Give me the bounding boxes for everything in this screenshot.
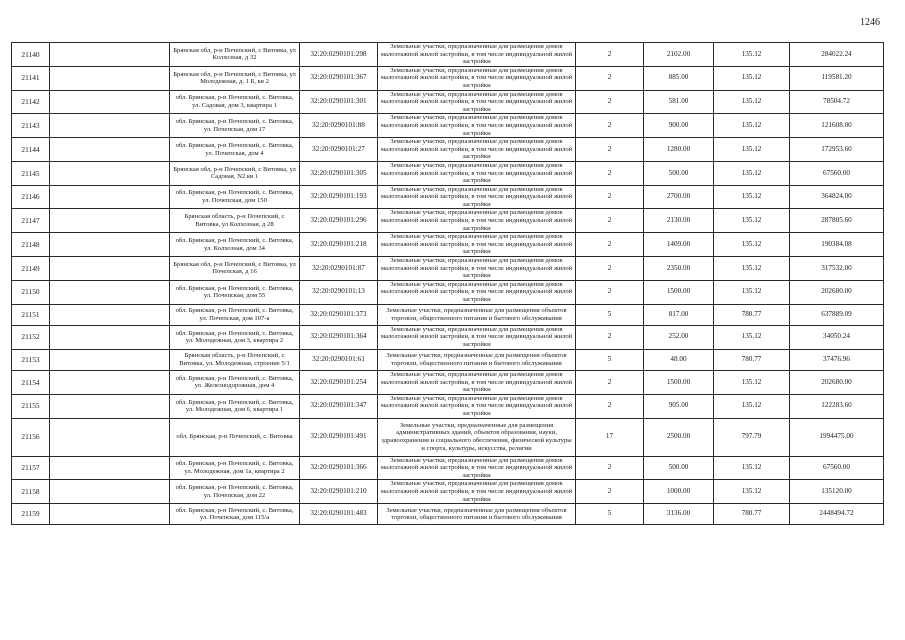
spacer-cell <box>50 185 170 209</box>
use-group-cell: 2 <box>576 90 644 114</box>
table-row <box>12 43 884 67</box>
spacer-cell <box>50 161 170 185</box>
use-group-cell: 2 <box>576 66 644 90</box>
table-row <box>12 480 884 504</box>
spacer-cell <box>50 138 170 162</box>
address-cell: Брянская область, р-н Почепский, с Витовка, ул Колхозная, д 28 <box>170 209 300 233</box>
specific-value-cell: 135.12 <box>714 161 790 185</box>
cadastral-number-cell: 32:20:0290101:218 <box>300 233 378 257</box>
spacer-cell <box>50 325 170 349</box>
area-cell: 817.00 <box>644 304 714 325</box>
row-number-cell: 21140 <box>12 43 50 67</box>
row-number-cell: 21149 <box>12 257 50 281</box>
cadastral-value-cell: 172953.60 <box>790 138 884 162</box>
spacer-cell <box>50 304 170 325</box>
cadastral-value-cell: 287805.60 <box>790 209 884 233</box>
area-cell: 905.00 <box>644 394 714 418</box>
area-cell: 900.00 <box>644 114 714 138</box>
use-group-cell: 2 <box>576 370 644 394</box>
table-row <box>12 209 884 233</box>
row-number-cell: 21144 <box>12 138 50 162</box>
spacer-cell <box>50 480 170 504</box>
specific-value-cell: 135.12 <box>714 43 790 67</box>
use-group-cell: 2 <box>576 394 644 418</box>
cadastral-value-cell: 119581.20 <box>790 66 884 90</box>
spacer-cell <box>50 370 170 394</box>
use-group-cell: 5 <box>576 504 644 525</box>
cadastral-number-cell: 32:20:0290101:27 <box>300 138 378 162</box>
cadastral-value-cell: 317532.00 <box>790 257 884 281</box>
area-cell: 2130.00 <box>644 209 714 233</box>
area-cell: 1280.00 <box>644 138 714 162</box>
use-group-cell: 5 <box>576 349 644 370</box>
specific-value-cell: 135.12 <box>714 114 790 138</box>
specific-value-cell: 135.12 <box>714 233 790 257</box>
permitted-use-cell: Земельные участки, предназначенные для размещения домов малоэтажной жилой застройки, в том числе индивидуальной жилой застройки <box>378 480 576 504</box>
spacer-cell <box>50 209 170 233</box>
area-cell: 500.00 <box>644 456 714 480</box>
table-row <box>12 185 884 209</box>
table-row <box>12 418 884 456</box>
cadastral-value-cell: 121608.00 <box>790 114 884 138</box>
permitted-use-cell: Земельные участки, предназначенные для размещения домов малоэтажной жилой застройки, в том числе индивидуальной жилой застройки <box>378 233 576 257</box>
cadastral-number-cell: 32:20:0290101:366 <box>300 456 378 480</box>
address-cell: обл. Брянская, р-н Почепский, с. Витовка, ул. Молодежная, дом 1а, квартира 2 <box>170 456 300 480</box>
land-registry-table <box>11 42 884 525</box>
table-row <box>12 161 884 185</box>
permitted-use-cell: Земельные участки, предназначенные для размещения домов малоэтажной жилой застройки, в том числе индивидуальной жилой застройки <box>378 66 576 90</box>
cadastral-value-cell: 1994475.00 <box>790 418 884 456</box>
permitted-use-cell: Земельные участки, предназначенные для размещения домов малоэтажной жилой застройки, в том числе индивидуальной жилой застройки <box>378 138 576 162</box>
table-row <box>12 280 884 304</box>
use-group-cell: 2 <box>576 209 644 233</box>
permitted-use-cell: Земельные участки, предназначенные для размещения домов малоэтажной жилой застройки, в том числе индивидуальной жилой застройки <box>378 90 576 114</box>
specific-value-cell: 780.77 <box>714 349 790 370</box>
specific-value-cell: 135.12 <box>714 280 790 304</box>
use-group-cell: 2 <box>576 185 644 209</box>
cadastral-value-cell: 284022.24 <box>790 43 884 67</box>
area-cell: 1500.00 <box>644 280 714 304</box>
row-number-cell: 21143 <box>12 114 50 138</box>
table-row <box>12 138 884 162</box>
area-cell: 2700.00 <box>644 185 714 209</box>
row-number-cell: 21141 <box>12 66 50 90</box>
table-row <box>12 304 884 325</box>
row-number-cell: 21150 <box>12 280 50 304</box>
cadastral-value-cell: 78504.72 <box>790 90 884 114</box>
row-number-cell: 21154 <box>12 370 50 394</box>
spacer-cell <box>50 114 170 138</box>
address-cell: обл. Брянская, р-н Почепский, с. Витовка <box>170 418 300 456</box>
spacer-cell <box>50 233 170 257</box>
specific-value-cell: 135.12 <box>714 325 790 349</box>
cadastral-number-cell: 32:20:0290101:483 <box>300 504 378 525</box>
cadastral-number-cell: 32:20:0290101:13 <box>300 280 378 304</box>
area-cell: 1000.00 <box>644 480 714 504</box>
use-group-cell: 2 <box>576 43 644 67</box>
specific-value-cell: 135.12 <box>714 66 790 90</box>
specific-value-cell: 135.12 <box>714 209 790 233</box>
table-row <box>12 325 884 349</box>
permitted-use-cell: Земельные участки, предназначенные для размещения домов малоэтажной жилой застройки, в том числе индивидуальной жилой застройки <box>378 185 576 209</box>
address-cell: обл. Брянская, р-н Почепский, с. Витовка, ул. Почепская, дом 55 <box>170 280 300 304</box>
area-cell: 3136.00 <box>644 504 714 525</box>
permitted-use-cell: Земельные участки, предназначенные для размещения административных зданий, объектов образования, науки, здравоохранения и социального обеспечения, физической культуры и спорта, культуры, искусства, религии <box>378 418 576 456</box>
area-cell: 2500.00 <box>644 418 714 456</box>
permitted-use-cell: Земельные участки, предназначенные для размещения объектов торговли, общественного питания и бытового обслуживания <box>378 304 576 325</box>
specific-value-cell: 135.12 <box>714 456 790 480</box>
area-cell: 885.00 <box>644 66 714 90</box>
address-cell: обл. Брянская, р-н Почепский, с. Витовка, ул. Железнодорожная, дом 4 <box>170 370 300 394</box>
specific-value-cell: 797.79 <box>714 418 790 456</box>
cadastral-number-cell: 32:20:0290101:373 <box>300 304 378 325</box>
spacer-cell <box>50 66 170 90</box>
page-number: 1246 <box>860 17 880 28</box>
cadastral-number-cell: 32:20:0290101:296 <box>300 209 378 233</box>
table-row <box>12 456 884 480</box>
address-cell: обл. Брянская, р-н Почепский, с. Витовка, ул. Почепская, дом 22 <box>170 480 300 504</box>
specific-value-cell: 135.12 <box>714 370 790 394</box>
specific-value-cell: 135.12 <box>714 480 790 504</box>
permitted-use-cell: Земельные участки, предназначенные для размещения домов малоэтажной жилой застройки, в том числе индивидуальной жилой застройки <box>378 257 576 281</box>
spacer-cell <box>50 349 170 370</box>
cadastral-value-cell: 637889.09 <box>790 304 884 325</box>
cadastral-number-cell: 32:20:0290101:347 <box>300 394 378 418</box>
area-cell: 581.00 <box>644 90 714 114</box>
address-cell: Брянская обл, р-н Почепский, с Витовка, ул Почепская, д 16 <box>170 257 300 281</box>
area-cell: 1409.00 <box>644 233 714 257</box>
permitted-use-cell: Земельные участки, предназначенные для размещения домов малоэтажной жилой застройки, в том числе индивидуальной жилой застройки <box>378 325 576 349</box>
cadastral-value-cell: 67560.00 <box>790 161 884 185</box>
row-number-cell: 21148 <box>12 233 50 257</box>
permitted-use-cell: Земельные участки, предназначенные для размещения объектов торговли, общественного питания и бытового обслуживания <box>378 349 576 370</box>
use-group-cell: 2 <box>576 114 644 138</box>
area-cell: 2350.00 <box>644 257 714 281</box>
use-group-cell: 5 <box>576 304 644 325</box>
cadastral-value-cell: 67560.00 <box>790 456 884 480</box>
table-row <box>12 257 884 281</box>
specific-value-cell: 780.77 <box>714 504 790 525</box>
permitted-use-cell: Земельные участки, предназначенные для размещения домов малоэтажной жилой застройки, в том числе индивидуальной жилой застройки <box>378 394 576 418</box>
cadastral-value-cell: 364824.00 <box>790 185 884 209</box>
address-cell: обл. Брянская, р-н Почепский, с. Витовка, ул. Почепская, дом 107-а <box>170 304 300 325</box>
row-number-cell: 21156 <box>12 418 50 456</box>
cadastral-number-cell: 32:20:0290101:88 <box>300 114 378 138</box>
permitted-use-cell: Земельные участки, предназначенные для размещения домов малоэтажной жилой застройки, в том числе индивидуальной жилой застройки <box>378 280 576 304</box>
address-cell: Брянская обл, р-н Почепский, с Витовка, ул Садовая, N2 кв 1 <box>170 161 300 185</box>
area-cell: 252.00 <box>644 325 714 349</box>
table-row <box>12 233 884 257</box>
cadastral-number-cell: 32:20:0290101:305 <box>300 161 378 185</box>
spacer-cell <box>50 418 170 456</box>
specific-value-cell: 780.77 <box>714 304 790 325</box>
row-number-cell: 21153 <box>12 349 50 370</box>
spacer-cell <box>50 43 170 67</box>
use-group-cell: 17 <box>576 418 644 456</box>
row-number-cell: 21152 <box>12 325 50 349</box>
permitted-use-cell: Земельные участки, предназначенные для размещения объектов торговли, общественного питания и бытового обслуживания <box>378 504 576 525</box>
spacer-cell <box>50 394 170 418</box>
cadastral-value-cell: 122283.60 <box>790 394 884 418</box>
spacer-cell <box>50 90 170 114</box>
address-cell: обл. Брянская, р-н Почепский, с. Витовка, ул. Почепская, дом 150 <box>170 185 300 209</box>
area-cell: 1500.00 <box>644 370 714 394</box>
cadastral-value-cell: 202680.00 <box>790 370 884 394</box>
table-row <box>12 394 884 418</box>
specific-value-cell: 135.12 <box>714 394 790 418</box>
cadastral-number-cell: 32:20:0290101:298 <box>300 43 378 67</box>
permitted-use-cell: Земельные участки, предназначенные для размещения домов малоэтажной жилой застройки, в том числе индивидуальной жилой застройки <box>378 456 576 480</box>
cadastral-value-cell: 190384.08 <box>790 233 884 257</box>
permitted-use-cell: Земельные участки, предназначенные для размещения домов малоэтажной жилой застройки, в том числе индивидуальной жилой застройки <box>378 161 576 185</box>
use-group-cell: 2 <box>576 325 644 349</box>
cadastral-number-cell: 32:20:0290101:491 <box>300 418 378 456</box>
cadastral-value-cell: 37476.96 <box>790 349 884 370</box>
address-cell: Брянская область, р-н Почепский, с Витовка, ул. Молодежная, строение 5/1 <box>170 349 300 370</box>
specific-value-cell: 135.12 <box>714 185 790 209</box>
cadastral-number-cell: 32:20:0290101:301 <box>300 90 378 114</box>
area-cell: 2102.00 <box>644 43 714 67</box>
use-group-cell: 2 <box>576 233 644 257</box>
specific-value-cell: 135.12 <box>714 257 790 281</box>
address-cell: Брянская обл, р-н Почепский, с Витовка, ул Колхозная, д 32 <box>170 43 300 67</box>
row-number-cell: 21159 <box>12 504 50 525</box>
address-cell: обл. Брянская, р-н Почепский, с. Витовка, ул. Молодежная, дом 6, квартира 1 <box>170 394 300 418</box>
cadastral-value-cell: 135120.00 <box>790 480 884 504</box>
row-number-cell: 21155 <box>12 394 50 418</box>
permitted-use-cell: Земельные участки, предназначенные для размещения домов малоэтажной жилой застройки, в том числе индивидуальной жилой застройки <box>378 43 576 67</box>
row-number-cell: 21147 <box>12 209 50 233</box>
permitted-use-cell: Земельные участки, предназначенные для размещения домов малоэтажной жилой застройки, в том числе индивидуальной жилой застройки <box>378 114 576 138</box>
cadastral-number-cell: 32:20:0290101:210 <box>300 480 378 504</box>
use-group-cell: 2 <box>576 280 644 304</box>
cadastral-value-cell: 2448494.72 <box>790 504 884 525</box>
area-cell: 48.00 <box>644 349 714 370</box>
table-row <box>12 504 884 525</box>
cadastral-number-cell: 32:20:0290101:193 <box>300 185 378 209</box>
specific-value-cell: 135.12 <box>714 138 790 162</box>
address-cell: обл. Брянская, р-н Почепский, с. Витовка, ул. Почепская, дом 115/а <box>170 504 300 525</box>
cadastral-value-cell: 202680.00 <box>790 280 884 304</box>
cadastral-number-cell: 32:20:0290101:364 <box>300 325 378 349</box>
registry-rows <box>12 43 884 525</box>
use-group-cell: 2 <box>576 257 644 281</box>
cadastral-value-cell: 34050.24 <box>790 325 884 349</box>
address-cell: обл. Брянская, р-н Почепский, с. Витовка, ул. Почепская, дом 17 <box>170 114 300 138</box>
cadastral-number-cell: 32:20:0290101:367 <box>300 66 378 90</box>
spacer-cell <box>50 280 170 304</box>
table-row <box>12 114 884 138</box>
cadastral-number-cell: 32:20:0290101:254 <box>300 370 378 394</box>
address-cell: обл. Брянская, р-н Почепский, с. Витовка, ул. Почепская, дом 4 <box>170 138 300 162</box>
table-row <box>12 349 884 370</box>
address-cell: обл. Брянская, р-н Почепский, с. Витовка, ул. Молодежная, дом 3, квартира 2 <box>170 325 300 349</box>
row-number-cell: 21158 <box>12 480 50 504</box>
use-group-cell: 2 <box>576 138 644 162</box>
table-row <box>12 66 884 90</box>
use-group-cell: 2 <box>576 161 644 185</box>
row-number-cell: 21157 <box>12 456 50 480</box>
use-group-cell: 2 <box>576 456 644 480</box>
spacer-cell <box>50 504 170 525</box>
table-row <box>12 370 884 394</box>
table-row <box>12 90 884 114</box>
use-group-cell: 2 <box>576 480 644 504</box>
address-cell: обл. Брянская, р-н Почепский, с. Витовка, ул. Садовая, дом 3, квартира 1 <box>170 90 300 114</box>
area-cell: 500.00 <box>644 161 714 185</box>
spacer-cell <box>50 257 170 281</box>
row-number-cell: 21142 <box>12 90 50 114</box>
row-number-cell: 21145 <box>12 161 50 185</box>
cadastral-number-cell: 32:20:0290101:61 <box>300 349 378 370</box>
cadastral-number-cell: 32:20:0290101:87 <box>300 257 378 281</box>
address-cell: Брянская обл, р-н Почепский, с Витовка, ул Молодежная, д. 1 Б, кв 2 <box>170 66 300 90</box>
spacer-cell <box>50 456 170 480</box>
row-number-cell: 21146 <box>12 185 50 209</box>
permitted-use-cell: Земельные участки, предназначенные для размещения домов малоэтажной жилой застройки, в том числе индивидуальной жилой застройки <box>378 370 576 394</box>
permitted-use-cell: Земельные участки, предназначенные для размещения домов малоэтажной жилой застройки, в том числе индивидуальной жилой застройки <box>378 209 576 233</box>
row-number-cell: 21151 <box>12 304 50 325</box>
address-cell: обл. Брянская, р-н Почепский, с. Витовка, ул. Колхозная, дом 34 <box>170 233 300 257</box>
specific-value-cell: 135.12 <box>714 90 790 114</box>
